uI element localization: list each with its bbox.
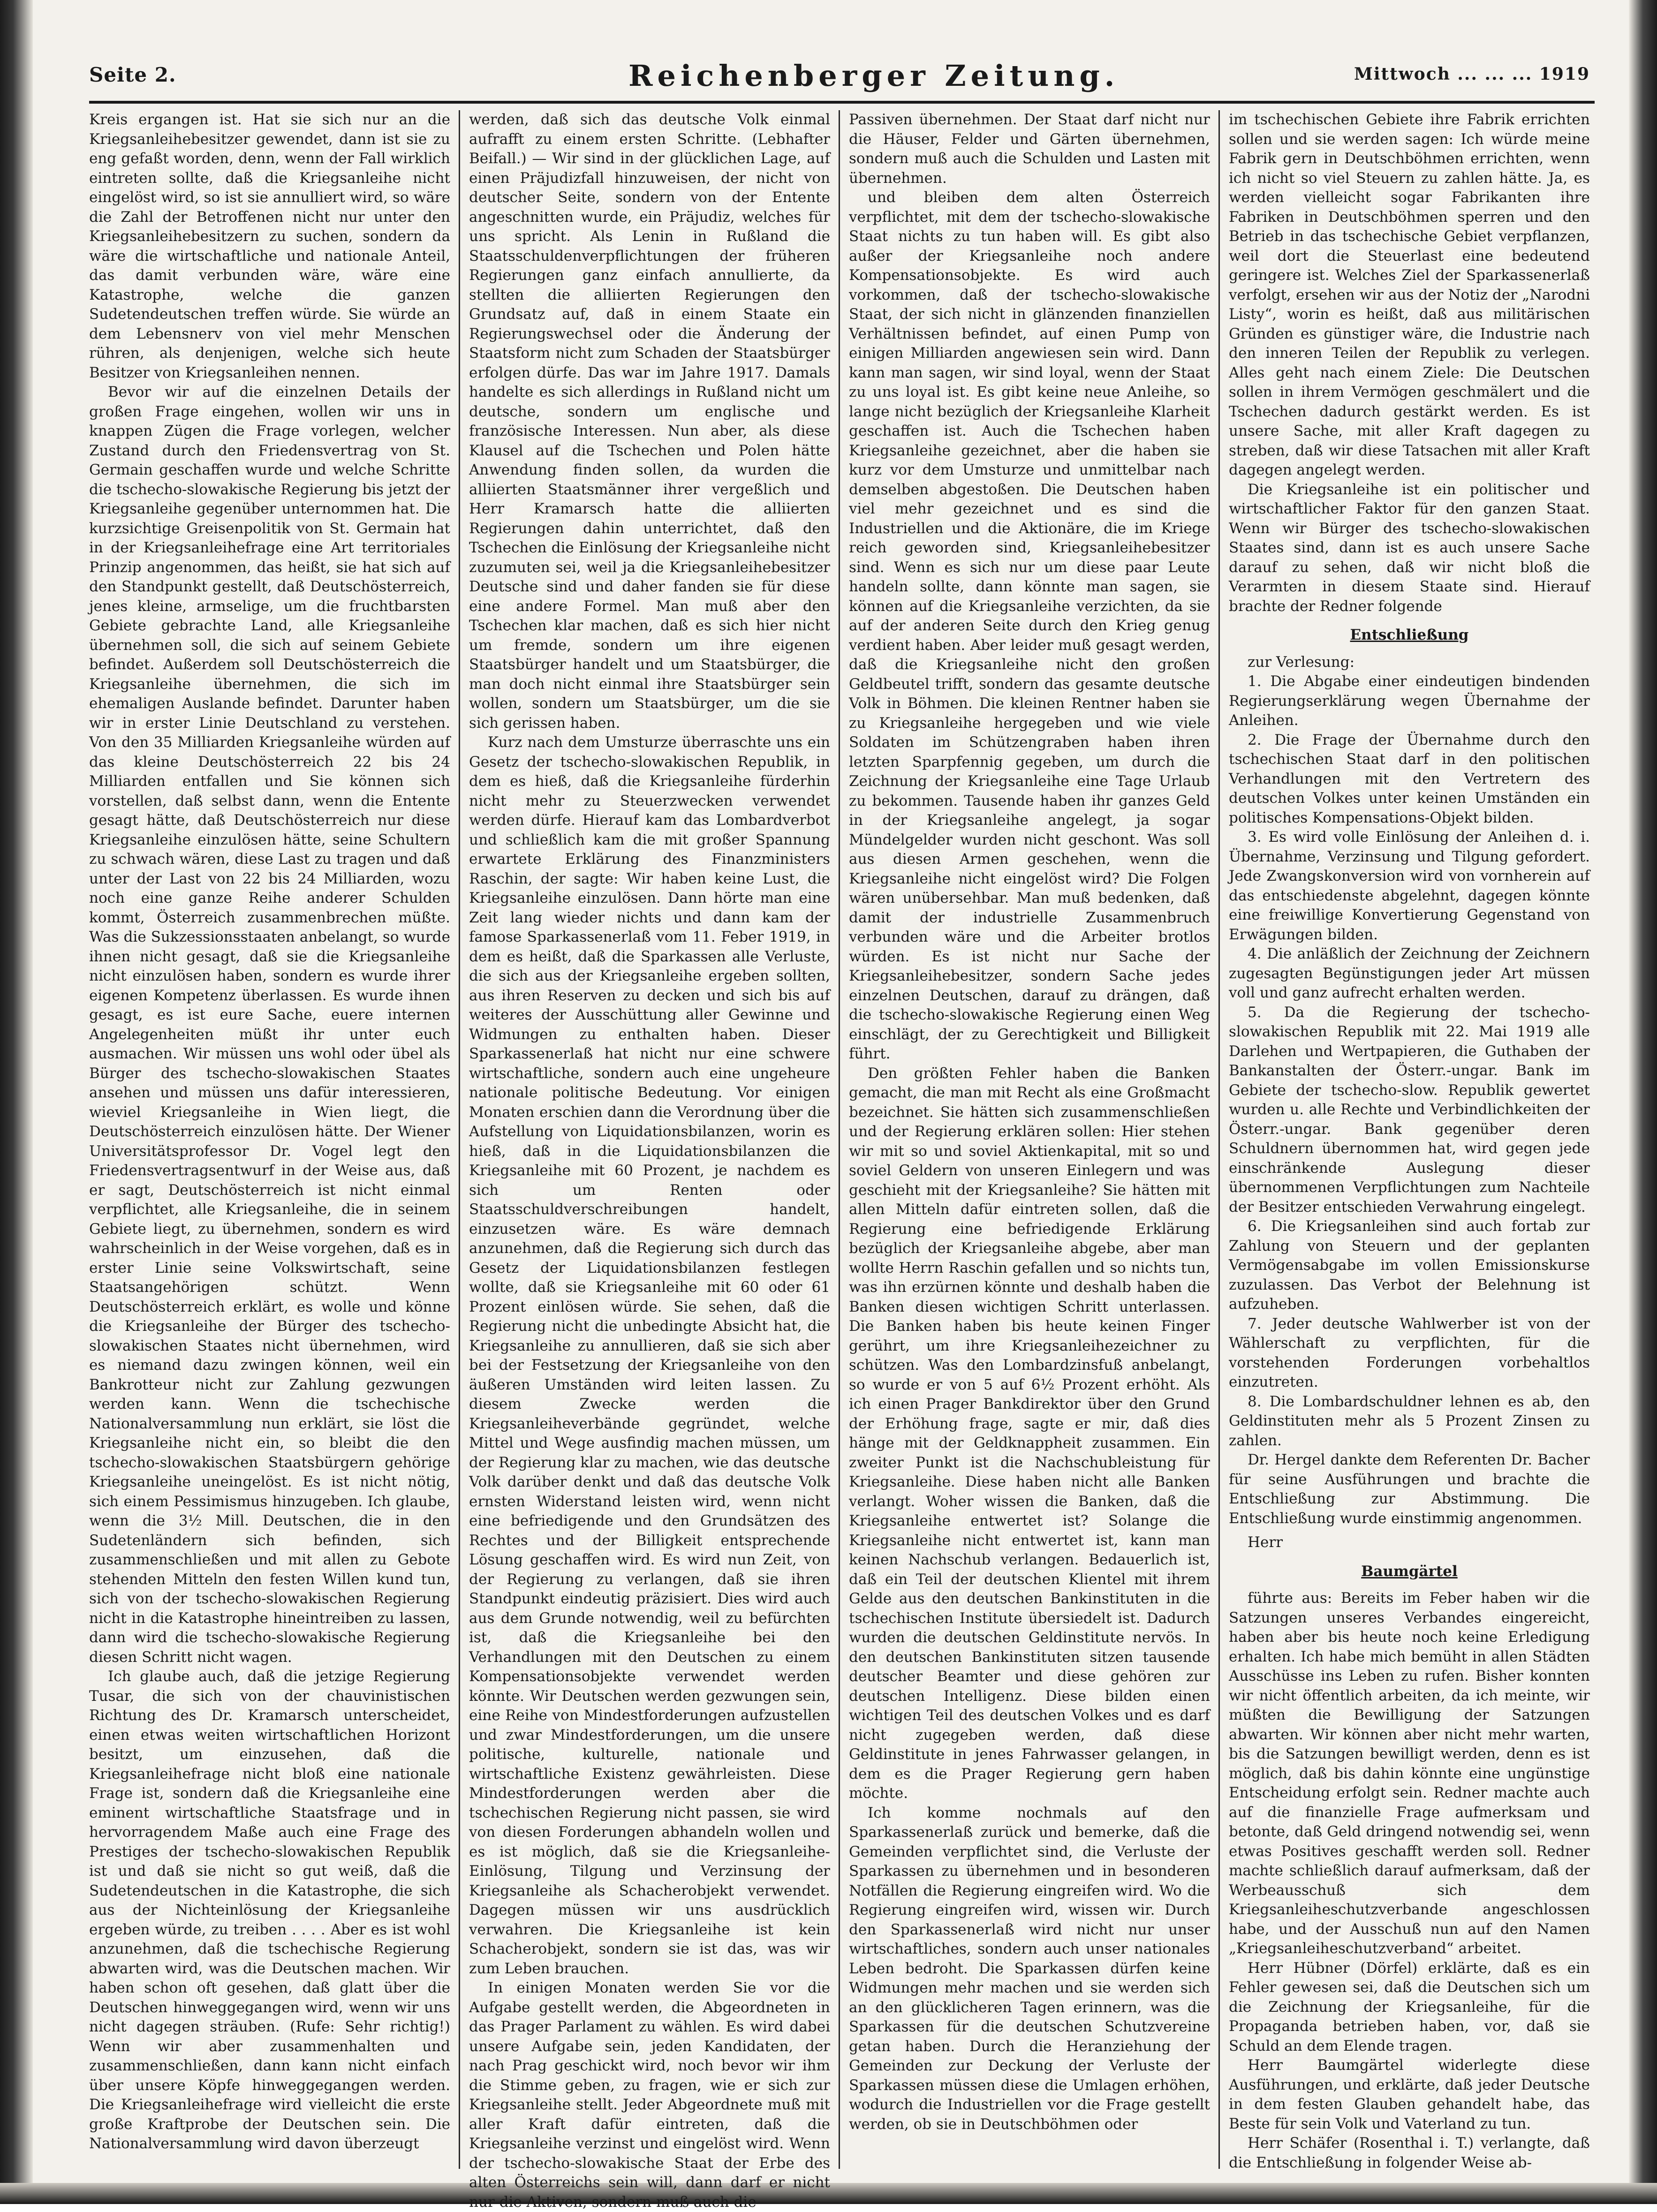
paragraph: In einigen Monaten werden Sie vor die Aufgabe gestellt werden, die Abgeordneten in das Prager Parlament zu wählen. Es wird dabei unsere Aufgabe sein, jeden Kandidaten, der nach Prag geschickt wird, noch bevor wir ihm die Stimme geben, zu fragen, wie er sich zur Kriegsanleihe stellt. Jeder Abgeordnete muß mit aller Kraft dafür eintreten, daß die Kriegsanleihe verzinst und eingelöst wird. Wenn der tschecho-slowakische Staat der Erbe des alten Österreichs sein will, dann darf er nicht nur die Aktiven, sondern muß auch die bbox=[469, 1979, 830, 2211]
resolution-item: 8. Die Lombardschuldner lehnen es ab, den Geldinstituten mehr als 5 Prozent Zinsen zu zahlen. bbox=[1229, 1393, 1590, 1449]
column-3 bbox=[849, 110, 1210, 2169]
column-2 bbox=[469, 110, 830, 2211]
issue-date: Mittwoch ... ... ... 1919 bbox=[1354, 64, 1590, 84]
paragraph: Ich glaube auch, daß die jetzige Regierung Tusar, die sich von der chauvinistischen Richtung des Dr. Kramarsch unterscheidet, einen etwas weiten wirtschaftlichen Horizont besitzt, um einzusehen, daß die Kriegsanleihefrage nicht bloß eine nationale Frage ist, sondern daß die Kriegsanleihe eine eminent wirtschaftliche Staatsfrage und in hervorragendem Maße auch eine Frage des Prestiges der tschecho-slowakischen Republik ist und daß sie nicht so gut weiß, daß die Sudetendeutschen in die Katastrophe, die sich aus der Nichteinlösung der Kriegsanleihe ergeben würde, zu treiben . . . . Aber es ist wohl anzunehmen, daß die tschechische Regierung abwarten wird, was die Deutschen machen. Wir haben schon oft gesehen, daß glatt über die Deutschen hinweggegangen wird, wenn wir uns nicht dagegen sträuben. (Rufe: Sehr richtig!) Wenn wir aber zusammenhalten und zusammenschließen, dann kann nicht einfach über unsere Köpfe hinweggegangen werden. Die Kriegsanleihefrage wird vielleicht die erste große Kraftprobe der Deutschen sein. Die Nationalversammlung wird davon überzeugt bbox=[89, 1668, 450, 2152]
page-header bbox=[89, 59, 1590, 101]
resolution-item: 4. Die anläßlich der Zeichnung der Zeichnern zugesagten Begünstigungen jeder Art müssen voll und ganz aufrecht erhalten werden. bbox=[1229, 945, 1590, 1001]
paragraph: Kurz nach dem Umsturze überraschte uns ein Gesetz der tschecho-slowakischen Republik, in dem es hieß, daß die Kriegsanleihe fürderhin nicht mehr zu Steuerzwecken verwendet werden dürfe. Hierauf kam das Lombardverbot und schließlich kam die mit großer Spannung erwartete Erklärung des Finanzministers Raschin, der sagte: Wir haben keine Lust, die Kriegsanleihe einzulösen. Dann hörte man eine Zeit lang wieder nichts und dann kam der famose Sparkassenerlaß vom 11. Feber 1919, in dem es heißt, daß die Sparkassen alle Verluste, die sich aus der Kriegsanleihe ergeben sollten, aus ihren Reserven zu decken und sich bis auf weiteres der Ausschüttung aller Gewinne und Widmungen zu enthalten haben. Dieser Sparkassenerlaß hat nicht nur eine schwere wirtschaftliche, sondern auch eine ungeheure nationale politische Bedeutung. Vor einigen Monaten erschien dann die Verordnung über die Aufstellung von Liquidationsbilanzen, worin es hieß, daß in die Liquidationsbilanzen die Kriegsanleihe mit 60 Prozent, je nachdem es sich um Renten oder Staatsschuldverschreibungen handelt, einzusetzen wäre. Es wäre demnach anzunehmen, daß die Regierung sich durch das Gesetz der Liquidationsbilanzen festlegen wollte, daß sie Kriegsanleihe mit 60 oder 61 Prozent einlösen würde. Sie sehen, daß die Regierung nicht die unbedingte Absicht hat, die Kriegsanleihe zu annullieren, daß sie sich aber bei der Festsetzung der Kriegsanleihe von den äußeren Umständen wird leiten lassen. Zu diesem Zwecke werden die Kriegsanleiheverbände gegründet, welche Mittel und Wege ausfindig machen müssen, um der Regierung klar zu machen, wie das deutsche Volk darüber denkt und daß das deutsche Volk ernsten Widerstand leisten wird, wenn nicht eine befriedigende und den Grundsätzen des Rechtes und der Billigkeit entsprechende Lösung geschaffen wird. Es wird nun Zeit, von der Regierung zu verlangen, daß sie ihren Standpunkt eindeutig präzisiert. Dies wird auch aus dem Grunde notwendig, weil zu befürchten ist, daß die Kriegsanleihe bei den Verhandlungen mit den Deutschen zu einem Kompensationsobjekte verwendet werden könnte. Wir Deutschen werden gezwungen sein, eine Reihe von Mindestforderungen aufzustellen und zwar Mindestforderungen, um die unsere politische, kulturelle, nationale und wirtschaftliche Existenz gewährleisten. Diese Mindestforderungen werden aber die tschechischen Regierung nicht passen, sie wird von diesen Forderungen abhandeln wollen und es ist möglich, daß sie die Kriegsanleihe-Einlösung, Tilgung und Verzinsung der Kriegsanleihe als Schacherobjekt verwendet. Dagegen müssen wir uns ausdrücklich verwahren. Die Kriegsanleihe ist kein Schacherobjekt, sondern sie ist das, was wir zum Leben brauchen. bbox=[469, 734, 830, 1977]
resolution-item: 3. Es wird volle Einlösung der Anleihen d. i. Übernahme, Verzinsung und Tilgung gefordert. Jede Zwangskonversion wird von vornherein auf das entschiedenste abgelehnt, dagegen könnte eine freiwillige Konvertierung Gegenstand von Erwägungen bilden. bbox=[1229, 829, 1590, 943]
paragraph: Den größten Fehler haben die Banken gemacht, die man mit Recht als eine Großmacht bezeichnet. Sie hätten sich zusammenschließen und der Regierung erklären sollen: Hier stehen wir mit so und soviel Aktienkapital, mit so und soviel Geldern von unseren Einlegern und was geschieht mit der Kriegsanleihe? Sie hätten mit allen Mitteln dafür eintreten sollen, daß die Regierung eine befriedigende Erklärung bezüglich der Kriegsanleihe abgebe, aber man wollte Herrn Raschin gefallen und so nichts tun, was ihn erzürnen könnte und deshalb haben die Banken diesen wichtigen Schritt unterlassen. Die Banken haben bis heute keinen Finger gerührt, um ihre Kriegsanleihezeichner zu schützen. Was den Lombardzinsfuß anbelangt, so wurde er von 5 auf 6½ Prozent erhöht. Als ich einen Prager Bankdirektor über den Grund der Erhöhung frage, sagte er mir, daß dies hänge mit der Geldknappheit zusammen. Ein zweiter Punkt ist die Nachschubleistung für Kriegsanleihe. Diese haben nicht alle Banken verlangt. Woher wissen die Banken, daß die Kriegsanleihe entwertet ist? Solange die Kriegsanleihe nicht entwertet ist, kann man keinen Nachschub verlangen. Bedauerlich ist, daß ein Teil der deutschen Klientel mit ihrem Gelde aus den deutschen Bankinstituten in die tschechischen Institute übersiedelt ist. Dadurch wurden die deutschen Geldinstitute nervös. In den deutschen Bankinstituten sitzen tausende deutscher Beamter und diese gehören zur deutschen Intelligenz. Diese bilden einen wichtigen Teil des deutschen Volkes und es darf nicht zugegeben werden, daß diese Geldinstitute in jenes Fahrwasser gelangen, in dem es die Prager Regierung gern haben möchte. bbox=[849, 1064, 1210, 1802]
resolution-item: 6. Die Kriegsanleihen sind auch fortab zur Zahlung von Steuern und der geplanten Vermögensabgabe im vollen Emissionskurse zuzulassen. Das Verbot der Belehnung ist aufzuheben. bbox=[1229, 1218, 1590, 1313]
paragraph: führte aus: Bereits im Feber haben wir die Satzungen unseres Verbandes eingereicht, haben aber bis heute noch keine Erledigung erhalten. Ich habe mich bemüht in allen Städten Ausschüsse ins Leben zu rufen. Bisher konnten wir nicht öffentlich arbeiten, da ich meinte, wir müßten die Bewilligung der Satzungen abwarten. Wir können aber nicht mehr warten, bis die Satzungen bewilligt werden, denn es ist möglich, daß bis dahin könnte eine ungünstige Entscheidung erfolgt sein. Redner machte auch auf die finanzielle Frage aufmerksam und betonte, daß Geld dringend notwendig sei, wenn etwas Positives geschafft werden soll. Redner machte schließlich darauf aufmerksam, daß der Werbeausschuß sich dem Kriegsanleiheschutzverbande angeschlossen habe, und der Ausschuß nun auf den Namen „Kriegsanleiheschutzverband“ arbeitet. bbox=[1229, 1590, 1590, 1957]
resolution-item: zur Verlesung: bbox=[1248, 653, 1355, 671]
article-columns bbox=[89, 110, 1595, 2211]
newspaper-masthead: Reichenberger Zeitung. bbox=[628, 59, 1120, 93]
column-divider bbox=[839, 110, 840, 2169]
resolution-item: 7. Jeder deutsche Wahlwerber ist von der Wählerschaft zu verpflichten, für die vorstehenden Forderungen vorbehaltlos einzutreten. bbox=[1229, 1315, 1590, 1390]
paragraph: werden, daß sich das deutsche Volk einmal aufrafft zu einem ersten Schritte. (Lebhafter Beifall.) — Wir sind in der glücklichen Lage, auf einen Präjudizfall hinzuweisen, der nicht von deutscher Seite, sondern von der Entente angeschnitten wurde, ein Präjudiz, welches für uns spricht. Als Lenin in Rußland die Staatsschuldenverpflichtungen der früheren Regierungen ganz einfach annullierte, da stellten die alliierten Regierungen den Grundsatz auf, daß in einem Staate ein Regierungswechsel oder die Änderung der Staatsform nicht zum Schaden der Staatsbürger erfolgen dürfe. Das war im Jahre 1917. Damals handelte es sich allerdings in Rußland nicht um deutsche, sondern um englische und französische Interessen. Nun aber, als diese Klausel auf die Tschechen und Polen hätte Anwendung finden sollen, da wurden die alliierten Staatsmänner ihrer vergeßlich und Herr Kramarsch hatte die alliierten Regierungen dahin unterrichtet, daß den Tschechen die Einlösung der Kriegsanleihe nicht zuzumuten sei, weil ja die Kriegsanleihebesitzer Deutsche sind und daher fanden sie für diese eine andere Formel. Man muß aber den Tschechen klar machen, daß es sich hier nicht um fremde, sondern um ihre eigenen Staatsbürger handelt und um Staatsbürger, die man doch nicht einmal ihre Staatsbürger sein wollen, sondern um Staatsbürger, um die sie sich gerissen haben. bbox=[469, 111, 830, 732]
paragraph: Ich komme nochmals auf den Sparkassenerlaß zurück und bemerke, daß die Gemeinden verpflichtet sind, die Verluste der Sparkassen zu übernehmen und in besonderen Notfällen die Regierung eingreifen wird. Wo die Regierung eingreifen wird, wissen wir. Durch den Sparkassenerlaß wird nicht nur unser wirtschaftliches, sondern auch unser nationales Leben bedroht. Die Sparkassen dürfen keine Widmungen mehr machen und sie werden sich an den glücklicheren Tagen erinnern, was die Sparkassen für die deutschen Schutzvereine getan haben. Durch die Heranziehung der Gemeinden zur Deckung der Verluste der Sparkassen müssen diese die Umlagen erhöhen, wodurch die Industriellen vor die Frage gestellt werden, ob sie in Deutschböhmen oder bbox=[849, 1804, 1210, 2133]
paragraph: Herr Schäfer (Rosenthal i. T.) verlangte, daß die Entschließung in folgender Weise ab- bbox=[1229, 2135, 1590, 2171]
resolution-item: 2. Die Frage der Übernahme durch den tschechischen Staat darf in den politischen Verhandlungen mit den Vertretern des deutschen Volkes unter keinen Umständen ein politisches Kompensations-Objekt bilden. bbox=[1229, 731, 1590, 826]
section-heading-baumgaertel: Baumgärtel bbox=[1361, 1563, 1458, 1580]
page-number: Seite 2. bbox=[89, 63, 176, 86]
paragraph: und bleiben dem alten Österreich verpflichtet, mit dem der tschecho-slowakische Staat nichts zu tun haben will. Es gibt also außer der Kriegsanleihe noch andere Kompensationsobjekte. Es wird auch vorkommen, daß der tschecho-slowakische Staat, der sich nicht in glänzenden finanziellen Verhältnissen befindet, auf einen Pump von einigen Milliarden angewiesen sein wird. Dann kann man sagen, wir sind loyal, wenn der Staat zu uns loyal ist. Es gibt keine neue Anleihe, so lange nicht bezüglich der Kriegsanleihe Klarheit geschaffen ist. Auch die Tschechen haben Kriegsanleihe gezeichnet, aber die haben sie kurz vor dem Umsturze und unmittelbar nach demselben abgestoßen. Die Deutschen haben viel mehr gezeichnet und es sind die Industriellen und die Aktionäre, die im Kriege reich geworden sind, Kriegsanleihebesitzer sind. Wenn es sich nur um diese paar Leute handeln sollte, dann könnte man sagen, sie können auf die Kriegsanleihe verzichten, da sie auf der anderen Seite durch den Krieg genug verdient haben. Aber leider muß gesagt werden, daß die Kriegsanleihe nicht den großen Geldbeutel trifft, sondern das gesamte deutsche Volk in Böhmen. Die kleinen Rentner haben sie zu Kriegsanleihe hergegeben und wie viele Soldaten im Schützengraben haben ihren letzten Sparpfennig gegeben, um durch die Zeichnung der Kriegsanleihe eine Tage Urlaub zu bekommen. Tausende haben ihr ganzes Geld in der Kriegsanleihe angelegt, ja sogar Mündelgelder wurden nicht geschont. Was soll aus diesen Armen geschehen, wenn die Kriegsanleihe nicht eingelöst wird? Die Folgen wären unübersehbar. Man muß bedenken, daß damit der industrielle Zusammenbruch verbunden wäre und die Arbeiter brotlos würden. Es ist nicht nur Sache der Kriegsanleihebesitzer, sondern Sache jedes einzelnen Deutschen, darauf zu drängen, daß die tschecho-slowakische Regierung einen Weg einschlägt, der zu Gerechtigkeit und Billigkeit führt. bbox=[849, 189, 1210, 1062]
column-4 bbox=[1229, 110, 1590, 2169]
paragraph: Passiven übernehmen. Der Staat darf nicht nur die Häuser, Felder und Gärten übernehmen, sondern muß auch die Schulden und Lasten mit übernehmen. bbox=[849, 111, 1210, 187]
paragraph: Bevor wir auf die einzelnen Details der großen Frage eingehen, wollen wir uns in knappen Zügen die Frage vorlegen, welcher Zustand durch den Friedensvertrag von St. Germain geschaffen wurde und welche Schritte die tschecho-slowakische Regierung bis jetzt der Kriegsanleihe gegenüber unternommen hat. Die kurzsichtige Greisenpolitik von St. Germain hat in der Kriegsanleihefrage eine Art territoriales Prinzip angenommen, das heißt, sie hat sich auf den Standpunkt gestellt, daß Deutschösterreich, jenes kleine, armselige, um die fruchtbarsten Gebiete gebrachte Land, alle Kriegsanleihe übernehmen soll, die sich auf seinem Gebiete befindet. Außerdem soll Deutschösterreich die Kriegsanleihe übernehmen, die sich im ehemaligen Auslande befindet. Darunter haben wir in erster Linie Deutschland zu verstehen. Von den 35 Milliarden Kriegsanleihe würden auf das kleine Deutschösterreich 22 bis 24 Milliarden entfallen und Sie können sich vorstellen, daß selbst dann, wenn die Entente gesagt hätte, daß Deutschösterreich nur diese Kriegsanleihe einzulösen hätte, seine Schultern zu schwach wären, diese Last zu tragen und daß unter der Last von 22 bis 24 Milliarden, wozu noch eine ganze Reihe anderer Schulden kommt, Österreich zusammenbrechen müßte. Was die Sukzessionsstaaten anbelangt, so wurde ihnen nicht gesagt, daß sie die Kriegsanleihe nicht einzulösen haben, sondern es wurde ihrer eigenen Kompetenz überlassen. Es wurde ihnen gesagt, es ist eure Sache, euere internen Angelegenheiten müßt ihr unter euch ausmachen. Wir müssen uns wohl oder übel als Bürger des tschecho-slowakischen Staates ansehen und müssen uns dafür interessieren, wieviel Kriegsanleihe in Wien liegt, die Deutschösterreich einzulösen hätte. Der Wiener Universitätsprofessor Dr. Vogel legt den Friedensvertragsentwurf in der Weise aus, daß er sagt, Deutschösterreich ist nicht einmal verpflichtet, alle Kriegsanleihe, die in seinem Gebiete liegt, zu übernehmen, sondern es wird wahrscheinlich in der Weise vorgehen, daß es in erster Linie seine Volkswirtschaft, seine Staatsangehörigen schützt. Wenn Deutschösterreich erklärt, es wolle und könne die Kriegsanleihe der Bürger des tschecho-slowakischen Staates nicht übernehmen, wird es niemand dazu zwingen können, weil ein Bankrotteur nicht zur Zahlung gezwungen werden kann. Wenn die tschechische Nationalversammlung nun erklärt, sie löst die Kriegsanleihe nicht ein, so bleibt die den tschecho-slowakischen Staatsbürgern gehörige Kriegsanleihe uneingelöst. Es ist nicht nötig, sich einem Pessimismus hinzugeben. Ich glaube, wenn die 3½ Mill. Deutschen, die in den Sudetenländern sich befinden, sich zusammenschließen und mit allen zu Gebote stehenden Mitteln den festen Willen kund tun, sich von der tschecho-slowakischen Regierung nicht in die Katastrophe hineintreiben zu lassen, dann wird die tschecho-slowakische Regierung diesen Schritt nicht wagen. bbox=[89, 384, 450, 1666]
section-heading-entschliessung: Entschließung bbox=[1350, 627, 1469, 643]
paragraph: Kreis ergangen ist. Hat sie sich nur an die Kriegsanleihebesitzer gewendet, dann ist sie zu eng gefaßt worden, denn, wenn der Fall wirklich eintreten sollte, daß die Kriegsanleihe nicht eingelöst wird, so ist sie annulliert wird, so wäre die Zahl der Betroffenen nicht nur unter den Kriegsanleihebesitzern zu suchen, sondern da wäre die wirtschaftliche und nationale Anteil, das damit verbunden wäre, wäre eine Katastrophe, welche die ganzen Sudetendeutschen treffen würde. Sie würde an dem Lebensnerv von viel mehr Menschen rühren, als denjenigen, welche sich heute Besitzer von Kriegsanleihen nennen. bbox=[89, 111, 450, 381]
resolution-item: Dr. Hergel dankte dem Referenten Dr. Bacher für seine Ausführungen und brachte die Entschließung zur Abstimmung. Die Entschließung wurde einstimmig angenommen. bbox=[1229, 1451, 1590, 1527]
scan-edge-left bbox=[0, 0, 33, 2204]
paragraph: im tschechischen Gebiete ihre Fabrik errichten sollen und sie werden sagen: Ich würde meine Fabrik gern in Deutschböhmen errichten, wenn ich nicht so viel Steuern zu zahlen hätte. Ja, es werden vielleicht sogar Fabrikanten ihre Fabriken in Deutschböhmen sperren und den Betrieb in das tschechische Gebiet verpflanzen, weil dort die Steuerlast eine bedeutend geringere ist. Welches Ziel der Sparkassenerlaß verfolgt, ersehen wir aus der Notiz der „Narodni Listy“, worin es heißt, daß aus militärischen Gründen es günstiger wäre, die Industrie nach den inneren Teilen der Republik zu verlegen. Alles geht nach einem Ziele: Die Deutschen sollen in ihrem Vermögen geschmälert und die Tschechen dadurch gestärkt werden. Es ist unsere Sache, mit aller Kraft dagegen zu streben, daß wir diese Tatsachen mit aller Kraft dagegen angelegt werden. bbox=[1229, 111, 1590, 478]
column-divider bbox=[459, 110, 460, 2169]
resolution-item: 5. Da die Regierung der tschecho-slowakischen Republik mit 22. Mai 1919 alle Darlehen und Wertpapieren, die Guthaben der Bankanstalten der Österr.-ungar. Bank im Gebiete der tschecho-slow. Republik gewertet wurden u. alle Rechte und Verbindlichkeiten der Österr.-ungar. Bank gegenüber deren Schuldnern übernommen hat, wird gegen jede einschränkende Auslegung dieser übernommenen Verpflichtungen zum Nachteile der Besitzer entschieden Verwahrung eingelegt. bbox=[1229, 1004, 1590, 1215]
column-1 bbox=[89, 110, 450, 2169]
column-divider bbox=[1218, 110, 1220, 2169]
scan-edge-right bbox=[1629, 0, 1657, 2204]
paragraph: Die Kriegsanleihe ist ein politischer und wirtschaftlicher Faktor für den ganzen Staat. Wenn wir Bürger des tschecho-slowakischen Staates sind, dann ist es auch unsere Sache darauf zu sehen, daß wir nicht bloß die Verarmten in diesem Staate sind. Hierauf brachte der Redner folgende bbox=[1229, 481, 1590, 615]
speaker-prefix: Herr bbox=[1248, 1534, 1283, 1551]
resolution-item: 1. Die Abgabe einer eindeutigen bindenden Regierungserklärung wegen Übernahme der Anleihen. bbox=[1229, 673, 1590, 729]
header-rule bbox=[89, 101, 1595, 104]
paragraph: Herr Baumgärtel widerlegte diese Ausführungen, und erklärte, daß jeder Deutsche in dem festen Glauben gehandelt habe, das Beste für sein Volk und Vaterland zu tun. bbox=[1229, 2057, 1590, 2132]
paragraph: Herr Hübner (Dörfel) erklärte, daß es ein Fehler gewesen sei, daß die Deutschen sich um die Zeichnung der Kriegsanleihe, für die Propaganda betrieben haben, vor, daß sie Schuld an dem Elende tragen. bbox=[1229, 1959, 1590, 2054]
